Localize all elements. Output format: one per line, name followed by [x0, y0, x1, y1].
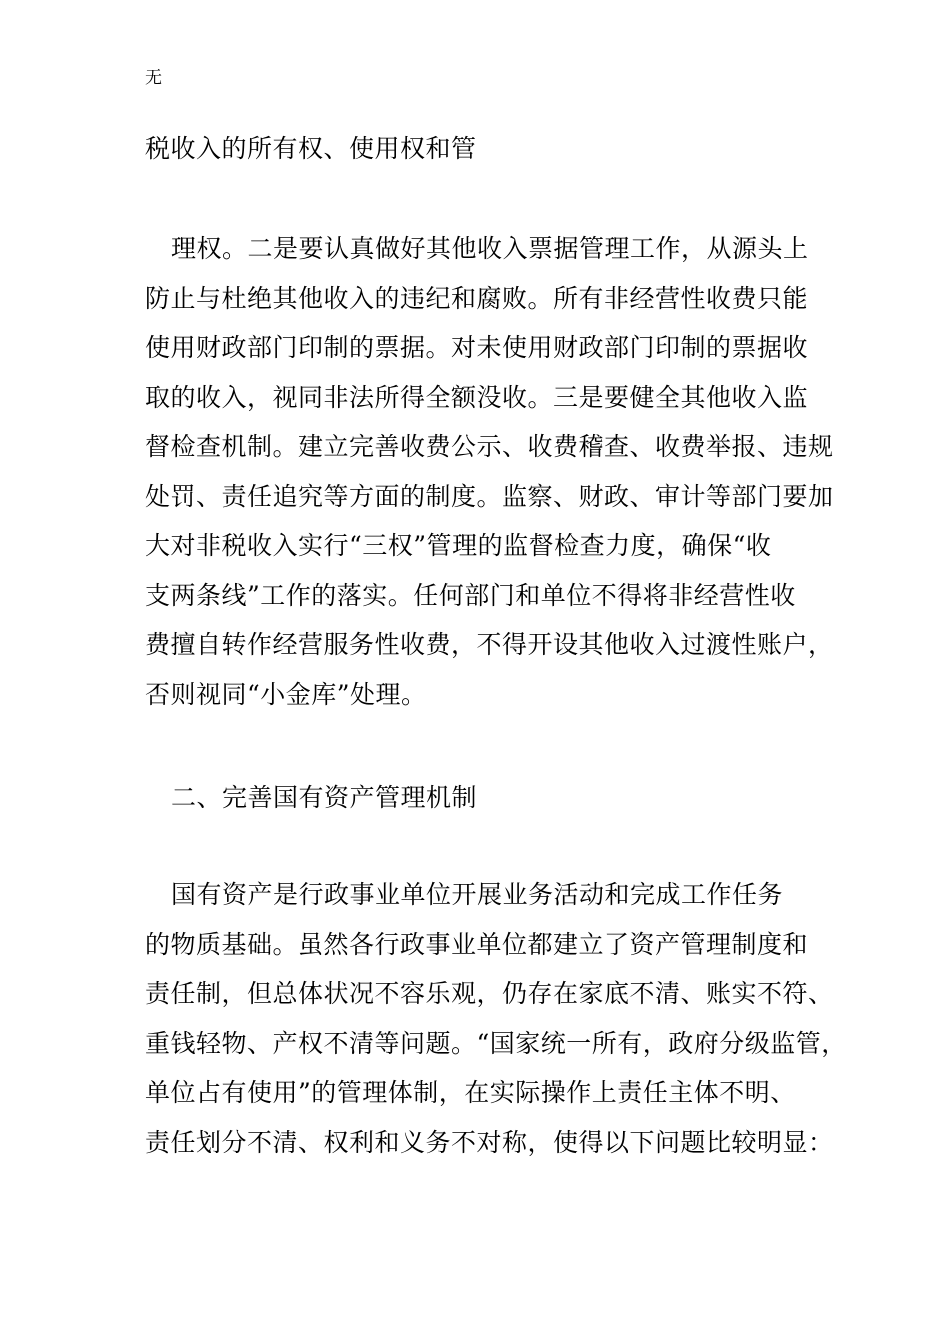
paragraph-fragment [145, 124, 820, 174]
text-line: 国有资产是行政事业单位开展业务活动和完成工作任务 [171, 880, 784, 909]
header-mark: 无 [145, 68, 162, 88]
text-line: 使用财政部门印制的票据。对未使用财政部门印制的票据收 [145, 333, 809, 362]
text-line: 的物质基础。虽然各行政事业单位都建立了资产管理制度和 [145, 929, 809, 959]
text-line: 防止与杜绝其他收入的违纪和腐败。所有非经营性收费只能 [145, 283, 809, 313]
section-heading-text: 二、完善国有资产管理机制 [171, 783, 478, 812]
text-line: 处罚、责任追究等方面的制度。监察、财政、审计等部门要加 [145, 481, 834, 511]
text-line: 单位占有使用”的管理体制，在实际操作上责任主体不明、 [145, 1078, 796, 1107]
text-line: 责任划分不清、权利和义务不对称，使得以下问题比较明显： [145, 1127, 834, 1157]
section-heading [145, 773, 820, 823]
paragraph-state-assets [145, 870, 847, 1167]
text-line: 费擅自转作经营服务性收费，不得开设其他收入过渡性账户， [145, 630, 834, 659]
paragraph-revenue-supervision [145, 224, 834, 719]
text-line: 支两条线”工作的落实。任何部门和单位不得将非经营性收 [145, 580, 796, 610]
text-line: 取的收入，视同非法所得全额没收。三是要健全其他收入监 [145, 382, 809, 412]
text-line: 大对非税收入实行“三权”管理的监督检查力度，确保“收 [145, 531, 772, 560]
text-line: 责任制，但总体状况不容乐观，仍存在家底不清、账实不符、 [145, 979, 834, 1008]
text-line: 重钱轻物、产权不清等问题。“国家统一所有，政府分级监管， [145, 1028, 847, 1058]
text-line: 理权。二是要认真做好其他收入票据管理工作，从源头上 [171, 234, 809, 263]
text-line: 督检查机制。建立完善收费公示、收费稽查、收费举报、违规 [145, 432, 834, 461]
text-line: 否则视同“小金库”处理。 [145, 679, 427, 709]
text-line: 税收入的所有权、使用权和管 [145, 134, 477, 163]
